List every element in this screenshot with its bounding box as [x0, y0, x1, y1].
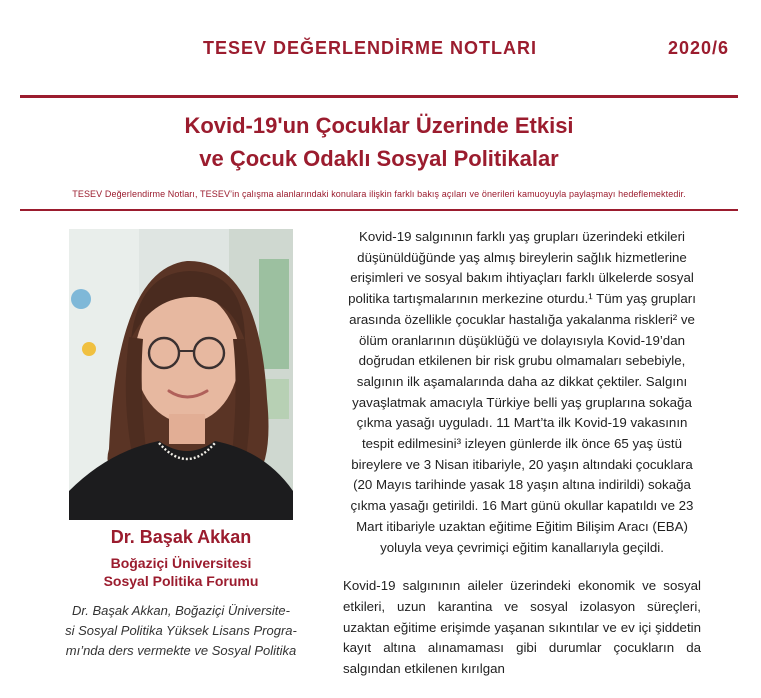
body-text	[343, 227, 701, 698]
body-paragraph-2: Kovid-19 salgınının aileler üzerindeki ekonomik ve sosyal etkileri, uzun karantina ve sosyal izolasyon süreçleri, uzaktan eğitime erişimde yaşanan sıkıntılar ve ev içi şiddetin kayıt altına alınamaması gibi durumlar çocukların da salgından etkilenen kırılgan	[343, 578, 701, 677]
title-line-2: ve Çocuk Odaklı Sosyal Politikalar	[199, 146, 559, 171]
affiliation-line-2: Sosyal Politika Forumu	[103, 573, 259, 589]
tagline-divider	[20, 209, 738, 211]
page-header	[0, 38, 761, 68]
series-tagline: TESEV Değerlendirme Notları, TESEV’in çalışma alanlarındaki konulara ilişkin farklı bakış açıları ve önerileri kamuoyuyla paylaşmayı hedeflemektedir.	[72, 189, 686, 199]
title-line-1: Kovid-19'un Çocuklar Üzerinde Etkisi	[184, 113, 574, 138]
author-photo	[69, 229, 293, 520]
series-title: TESEV DEĞERLENDİRME NOTLARI	[203, 38, 538, 58]
portrait-image	[69, 229, 293, 520]
body-paragraph-1: Kovid-19 salgınının farklı yaş grupları üzerindeki etkileri düşünüldüğünde yaş almış bireylerin sağlık hizmetlerine erişimleri ve sosyal bakım ihtiyaçları farklı ülkelerde sosyal politika tartışmalarının merkezine oturdu.¹ Tüm yaş grupları arasında özellikle çocuklar hastalığa yakalanma riskleri² ve ölüm oranlarının düşüklüğü ve dolayısıyla Kovid-19’dan doğrudan etkilenen bir risk grubu olmamaları sebebiyle, salgının ilk aşamalarında daha az dikkat çektiler. Salgını yavaşlatmak amacıyla Türkiye belli yaş gruplarına sokağa çıkma yasağı uyguladı. 11 Mart’ta ilk Kovid-19 vakasının tespit edilmesini³ izleyen günlerde ilk önce 65 yaş üstü bireylere ve 3 Nisan itibariyle, 20 yaşın altındaki çocuklara (20 Mayıs tarihinde yasak 18 yaşın altına indirildi) sokağa çıkma yasağı getirildi. 16 Mart günü okullar kapatıldı ve 23 Mart itibariyle uzaktan eğitime Eğitim Bilişim Aracı (EBA) yoluyla veya çevrimiçi eğitim kanallarıyla geçildi.	[348, 229, 696, 555]
bio-line-1: Dr. Başak Akkan, Boğaziçi Üniversite-	[72, 603, 290, 618]
author-affiliation	[40, 554, 322, 590]
document-title	[20, 109, 738, 175]
author-bio	[40, 601, 322, 661]
author-name: Dr. Başak Akkan	[110, 527, 252, 547]
issue-number: 2020/6	[667, 38, 729, 58]
bio-line-3: mı’nda ders vermekte ve Sosyal Politika	[65, 643, 297, 658]
affiliation-line-1: Boğaziçi Üniversitesi	[110, 555, 252, 571]
header-divider	[20, 95, 738, 98]
bio-line-2: si Sosyal Politika Yüksek Lisans Progra-	[65, 623, 297, 638]
